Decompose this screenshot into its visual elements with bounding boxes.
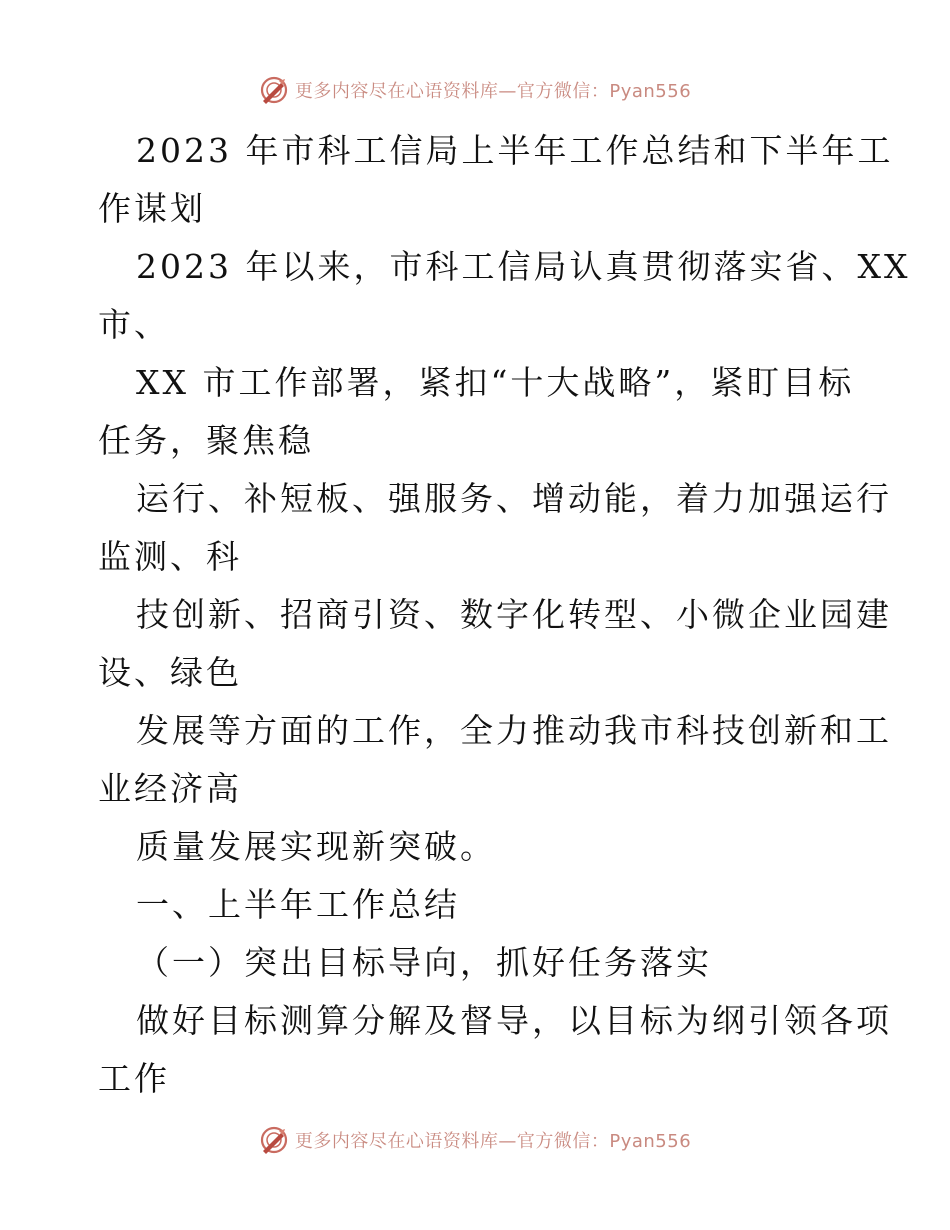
text-line: 市、 (98, 305, 170, 344)
pen-logo-icon (259, 1125, 289, 1155)
footer-banner (0, 1120, 950, 1160)
text-line: 2023 年以来，市科工信局认真贯彻落实省、XX (136, 247, 911, 286)
text-line: 质量发展实现新突破。 (136, 827, 496, 866)
pen-logo-icon (259, 75, 289, 105)
text-line: 监测、科 (98, 537, 242, 576)
text-line: 2023 年市科工信局上半年工作总结和下半年工 (136, 131, 894, 170)
banner-text: 更多内容尽在心语资料库—官方微信：Pyan556 (294, 81, 692, 102)
text-line: 做好目标测算分解及督导，以目标为纲引领各项 (136, 1001, 892, 1040)
text-line: 作谋划 (98, 189, 206, 228)
text-line: 设、绿色 (98, 653, 242, 692)
text-line: 一、上半年工作总结 (136, 885, 460, 924)
text-line: 技创新、招商引资、数字化转型、小微企业园建 (136, 595, 892, 634)
text-line: （一）突出目标导向，抓好任务落实 (136, 943, 712, 982)
header-banner (0, 70, 950, 110)
text-line: 运行、补短板、强服务、增动能，着力加强运行 (136, 479, 892, 518)
text-line: 任务，聚焦稳 (98, 421, 314, 460)
banner-text: 更多内容尽在心语资料库—官方微信：Pyan556 (294, 1131, 692, 1152)
text-line: 业经济高 (98, 769, 242, 808)
text-line: 工作 (98, 1059, 170, 1098)
document-body (98, 122, 911, 1108)
text-line: 发展等方面的工作，全力推动我市科技创新和工 (136, 711, 892, 750)
text-line: XX 市工作部署，紧扣“十大战略”，紧盯目标 (136, 363, 855, 402)
